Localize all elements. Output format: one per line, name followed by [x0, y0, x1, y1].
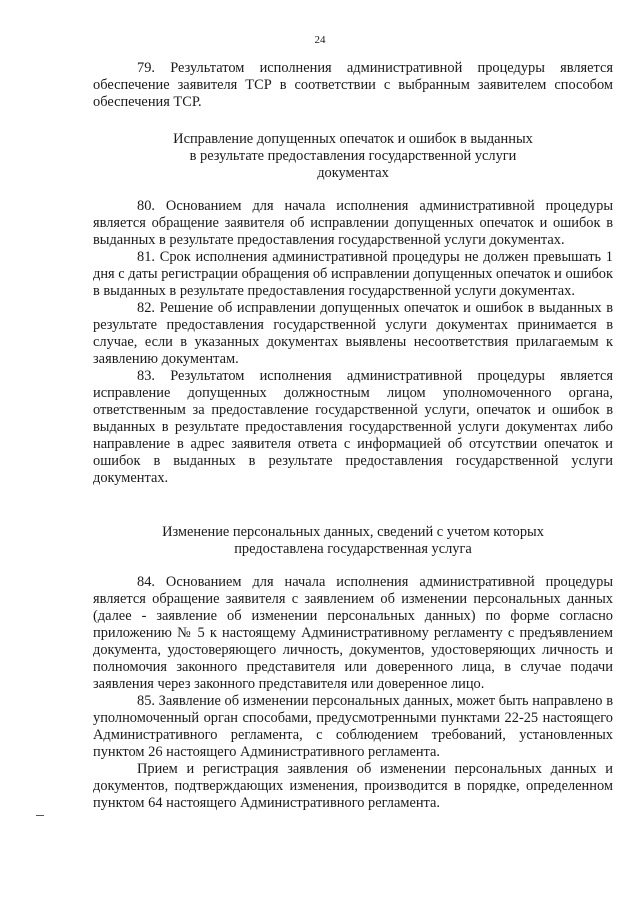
paragraph-reception: Прием и регистрация заявления об изменении персональных данных и документов, подтверждающих изменения, производится в порядке, определенном пунктом 64 настоящего Административного регламента.: [93, 761, 613, 811]
paragraph-79: 79. Результатом исполнения административной процедуры является обеспечение заявителя ТСР в соответствии с выбранным заявителем способом обеспечения ТСР.: [93, 60, 613, 110]
paragraph-82: 82. Решение об исправлении допущенных опечаток и ошибок в выданных в результате предоставления государственной услуги документах принимается в случае, если в указанных документах выявлены несоответствия прилагаемым к заявлению документам.: [93, 300, 613, 367]
heading-line: документах: [317, 165, 389, 181]
heading-line: Исправление допущенных опечаток и ошибок в выданных: [173, 131, 533, 147]
section-heading-personal-data: [93, 524, 613, 558]
page-number: 24: [314, 34, 326, 46]
section-corrections-body: [93, 198, 613, 487]
heading-line: Изменение персональных данных, сведений с учетом которых: [162, 524, 544, 540]
section-personal-data-body: [93, 574, 613, 812]
margin-mark: [36, 815, 44, 816]
paragraph-80: 80. Основанием для начала исполнения административной процедуры является обращение заявителя об исправлении допущенных опечаток и ошибок в выданных в результате предоставления государственной услуги документах.: [93, 198, 613, 248]
paragraph-83: 83. Результатом исполнения административной процедуры является исправление допущенных должностным лицом уполномоченного органа, ответственным за предоставление государственной услуги, опечаток и ошибок в выданных в результате предоставления государственной услуги документах либо направление в адрес заявителя ответа с информацией об отсутствии опечаток и ошибок в выданных в результате предоставления государственной услуги документах.: [93, 368, 613, 486]
paragraph-79-block: [93, 60, 613, 111]
heading-line: предоставлена государственная услуга: [234, 541, 472, 557]
heading-line: в результате предоставления государственной услуги: [189, 148, 517, 164]
paragraph-84: 84. Основанием для начала исполнения административной процедуры является обращение заявителя с заявлением об изменении персональных данных (далее - заявление об изменении персональных данных) по форме согласно приложению № 5 к настоящему Административному регламенту с предъявлением документа, удостоверяющего личность, документов, удостоверяющих личность и полномочия законного представителя или доверенного лица, в случае подачи заявления через законного представителя или доверенное лицо.: [93, 574, 613, 692]
paragraph-85: 85. Заявление об изменении персональных данных, может быть направлено в уполномоченный орган способами, предусмотренными пунктами 22-25 настоящего Административного регламента, с соблюдением требований, установленных пунктом 26 настоящего Административного регламента.: [93, 693, 613, 760]
section-heading-corrections: [93, 131, 613, 182]
paragraph-81: 81. Срок исполнения административной процедуры не должен превышать 1 дня с даты регистрации обращения об исправлении допущенных опечаток и ошибок в выданных в результате предоставления государственной услуги документах.: [93, 249, 613, 299]
